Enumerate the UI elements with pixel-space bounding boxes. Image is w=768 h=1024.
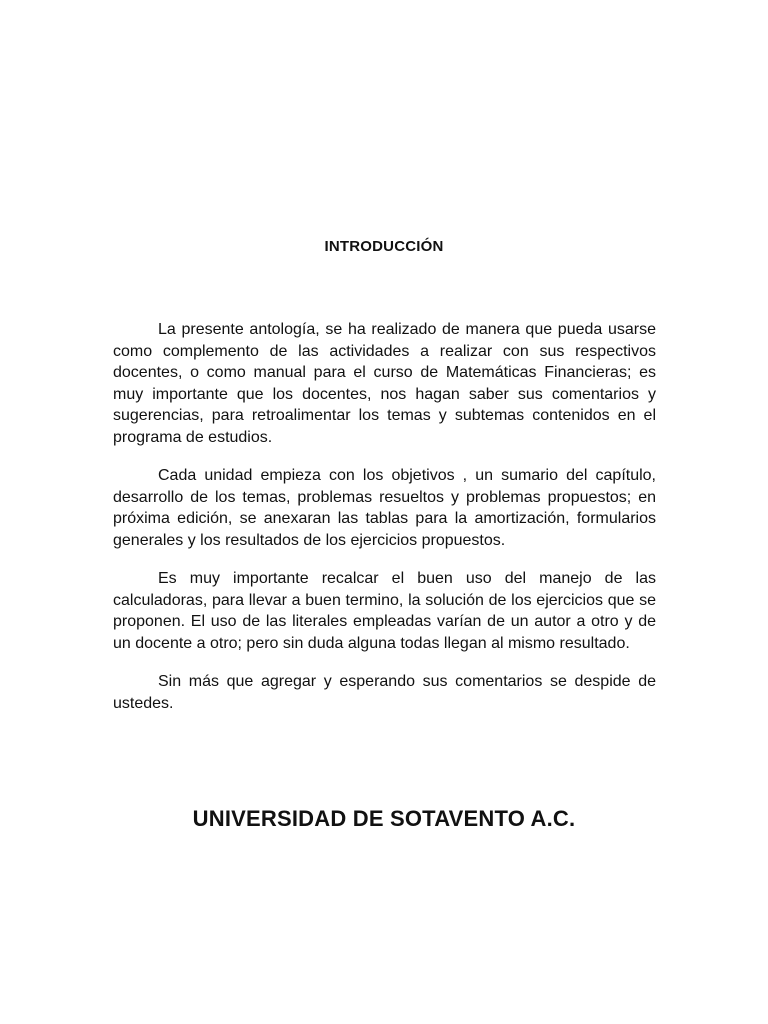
university-signature: UNIVERSIDAD DE SOTAVENTO A.C. xyxy=(192,806,576,831)
paragraph-1: La presente antología, se ha realizado de manera que pueda usarse como complemento de las actividades a realizar con sus respectivos docentes, o como manual para el curso de Matemáticas Financieras; es muy importante que los docentes, nos hagan saber sus comentarios y sugerencias, para retroalimentar los temas y subtemas contenidos en el programa de estudios. xyxy=(113,321,656,446)
paragraph-2: Cada unidad empieza con los objetivos , un sumario del capítulo, desarrollo de los temas, problemas resueltos y problemas propuestos; en próxima edición, se anexaran las tablas para la amortización, formularios generales y los resultados de los ejercicios propuestos. xyxy=(113,467,656,549)
paragraph-4: Sin más que agregar y esperando sus comentarios se despide de ustedes. xyxy=(113,673,656,712)
page-title: INTRODUCCIÓN xyxy=(324,238,444,255)
paragraph-3: Es muy importante recalcar el buen uso del manejo de las calculadoras, para llevar a buen termino, la solución de los ejercicios que se proponen. El uso de las literales empleadas varían de un autor a otro y de un docente a otro; pero sin duda alguna todas llegan al mismo resultado. xyxy=(113,570,656,652)
introduction-body xyxy=(113,319,656,731)
